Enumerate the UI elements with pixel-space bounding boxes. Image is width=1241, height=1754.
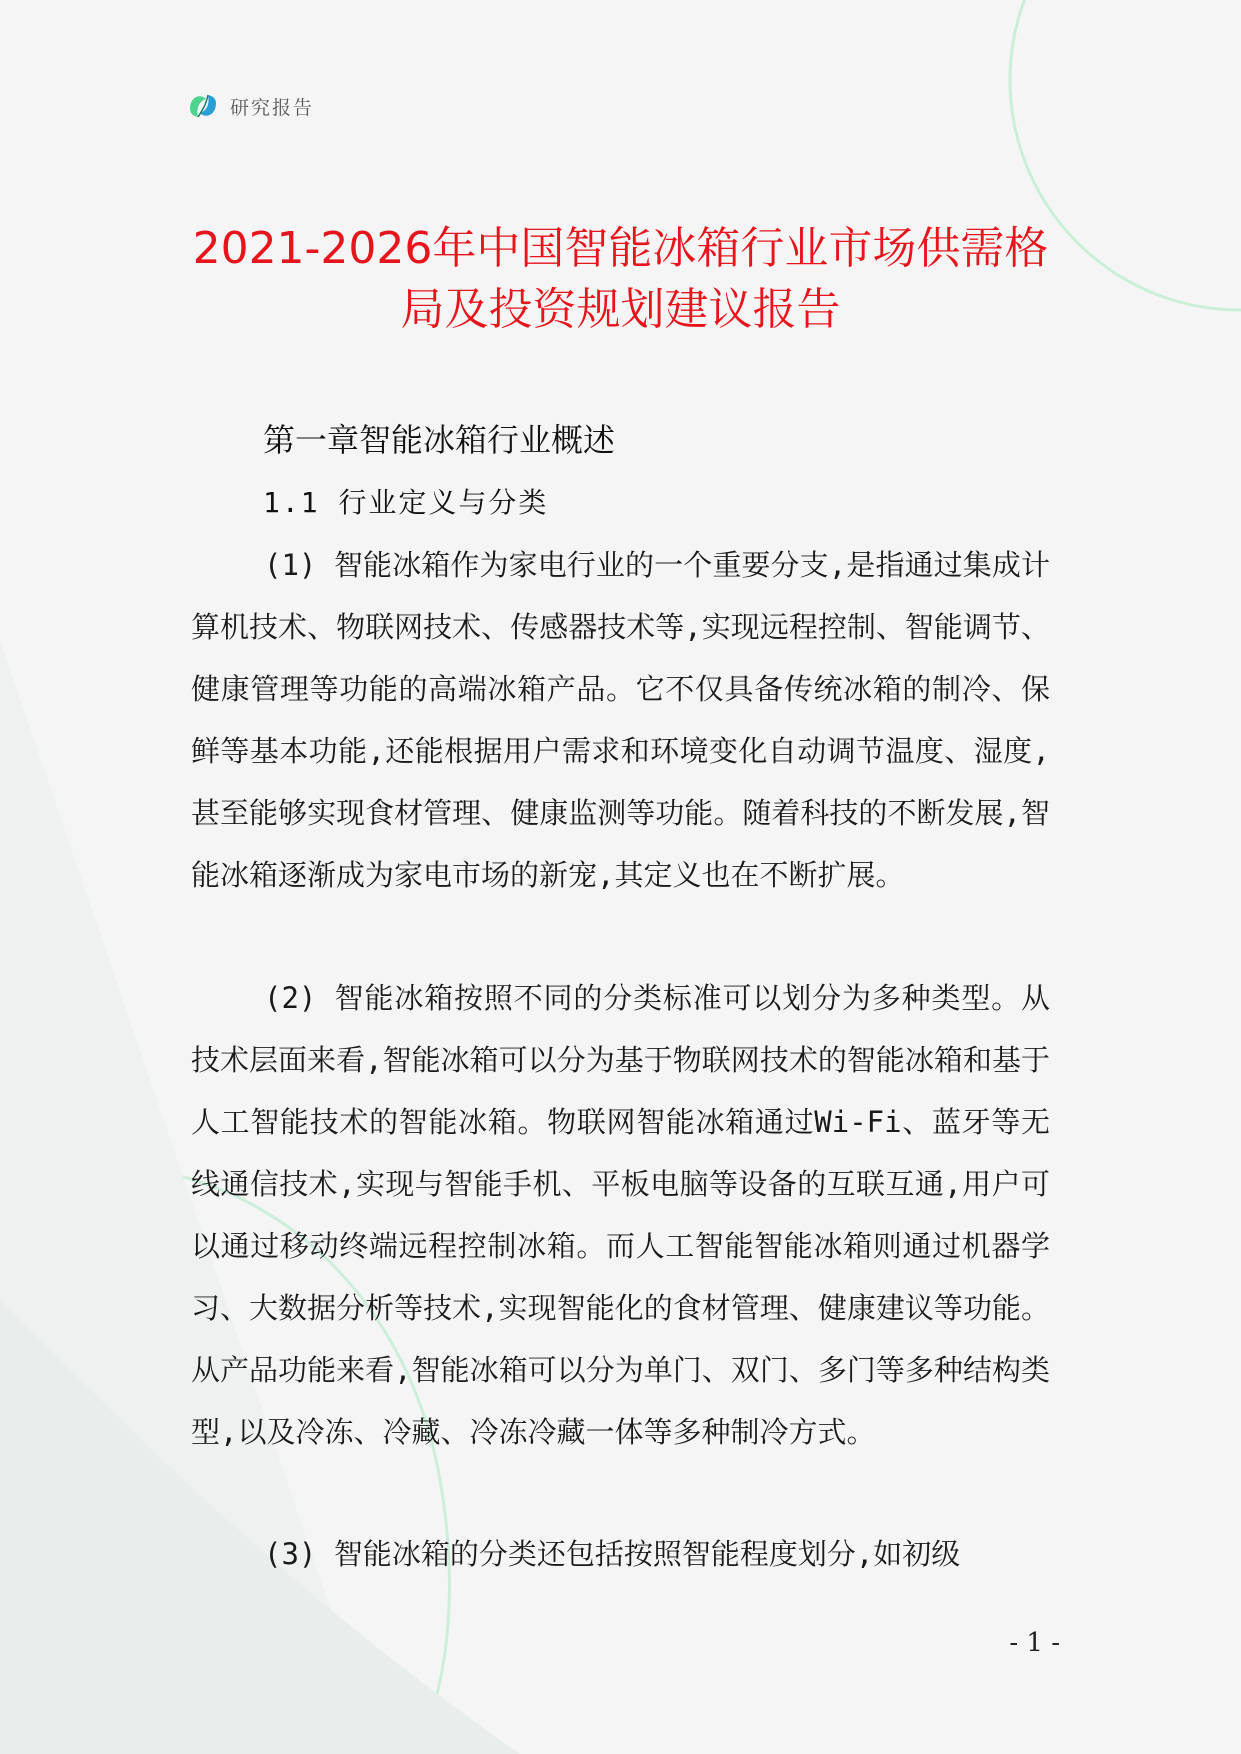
paragraph-3: (3) 智能冰箱的分类还包括按照智能程度划分,如初级 — [264, 1537, 961, 1571]
leaf-logo-icon — [186, 89, 220, 123]
report-title-line-1: 2021-2026年中国智能冰箱行业市场供需格 — [192, 223, 1049, 274]
section-heading: 1.1 行业定义与分类 — [263, 486, 549, 519]
paragraph-1: (1) 智能冰箱作为家电行业的一个重要分支,是指通过集成计算机技术、物联网技术、传感器技术等,实现远程控制、智能调节、健康管理等功能的高端冰箱产品。它不仅具备传统冰箱的制冷、保鲜等基本功能,还能根据用户需求和环境变化自动调节温度、湿度,甚至能够实现食材管理、健康监测等功能。随着科技的不断发展,智能冰箱逐渐成为家电市场的新宠,其定义也在不断扩展。 — [191, 548, 1050, 892]
chapter-heading: 第一章智能冰箱行业概述 — [263, 421, 616, 459]
report-title-line-2: 局及投资规划建议报告 — [400, 284, 841, 335]
paragraph-2: (2) 智能冰箱按照不同的分类标准可以划分为多种类型。从技术层面来看,智能冰箱可以分为基于物联网技术的智能冰箱和基于人工智能技术的智能冰箱。物联网智能冰箱通过Wi-Fi、蓝牙等无线通信技术,实现与智能手机、平板电脑等设备的互联互通,用户可以通过移动终端远程控制冰箱。而人工智能智能冰箱则通过机器学习、大数据分析等技术,实现智能化的食材管理、健康建议等功能。从产品功能来看,智能冰箱可以分为单门、双门、多门等多种结构类型,以及冷冻、冷藏、冷冻冷藏一体等多种制冷方式。 — [191, 981, 1050, 1449]
page-number: - 1 - — [1009, 1628, 1060, 1658]
brand-text: 研究报告 — [230, 96, 315, 119]
brand-header — [186, 86, 314, 126]
report-title — [150, 218, 1091, 340]
